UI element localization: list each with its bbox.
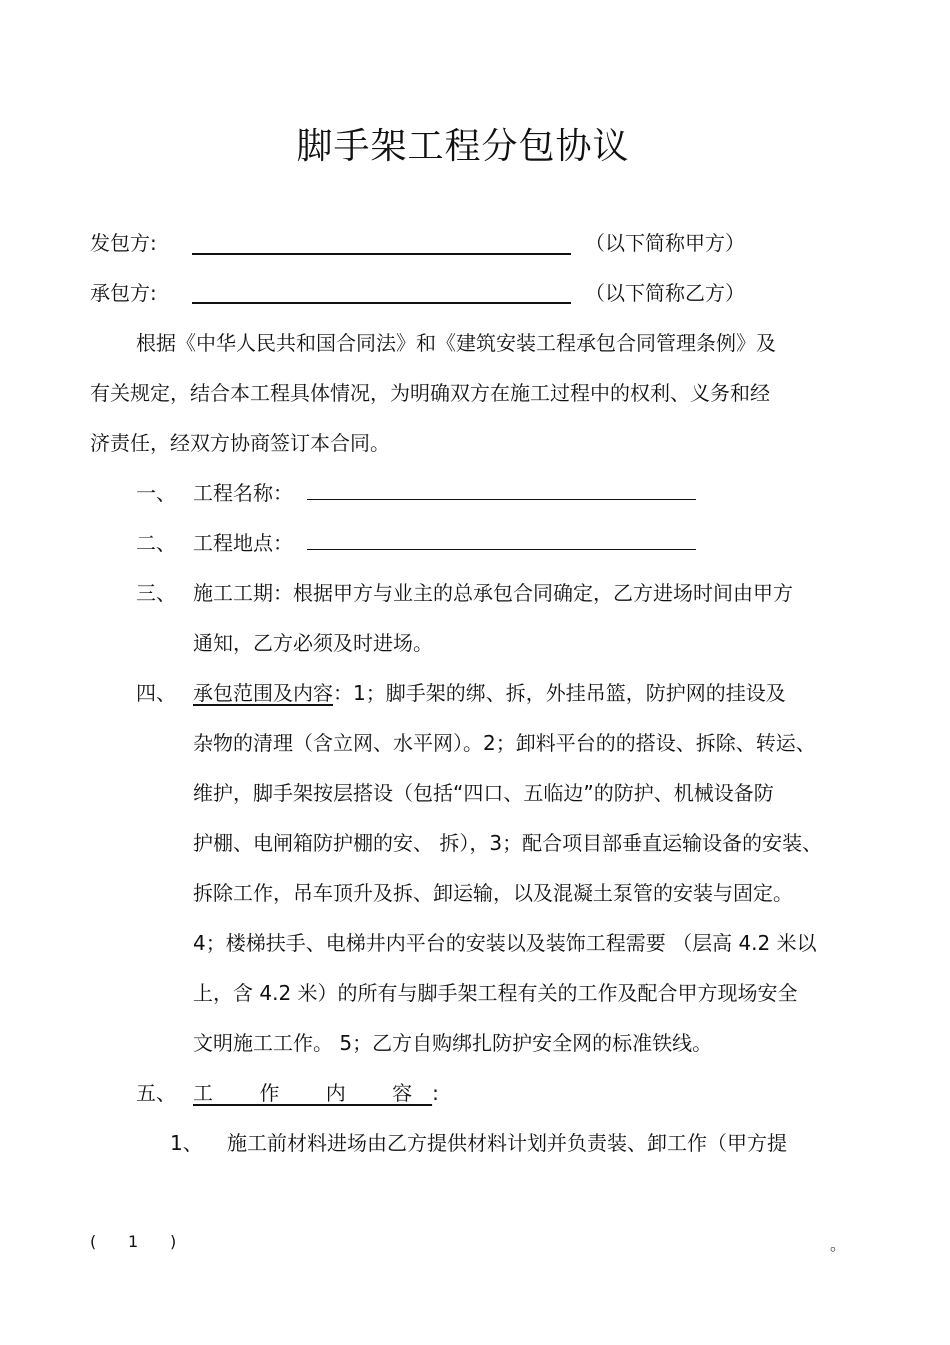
- section-3-line-2: 通知，乙方必须及时进场。: [193, 631, 433, 655]
- section-4-first-line: [193, 680, 786, 706]
- section-3-line-1: 施工工期：根据甲方与业主的总承包合同确定，乙方进场时间由甲方: [193, 581, 793, 605]
- section-4-line: 维护，脚手架按层搭设（包括“四口、五临边”的防护、机械设备防: [193, 781, 774, 805]
- section-4-line: 上，含 4.2 米）的所有与脚手架工程有关的工作及配合甲方现场安全: [193, 981, 798, 1005]
- page-number-open: (: [90, 1232, 97, 1251]
- section-4-first-line-text: ：1；脚手架的绑、拆，外挂吊篮，防护网的挂设及: [333, 681, 786, 705]
- section-3-number: 三、: [136, 581, 176, 605]
- section-4-line: 4；楼梯扶手、电梯井内平台的安装以及装饰工程需要 （层高 4.2 米以: [193, 931, 817, 955]
- preamble-line-1: 根据《中华人民共和国合同法》和《建筑安装工程承包合同管理条例》及: [136, 331, 776, 355]
- preamble-line-3: 济责任，经双方协商签订本合同。: [90, 431, 390, 455]
- project-location-blank-line: [307, 549, 696, 550]
- section-5-heading: 工 作 内 容: [193, 1081, 433, 1105]
- item-1-number: 1、: [170, 1131, 203, 1155]
- section-4-line: 护棚、电闸箱防护棚的安、 拆），3；配合项目部垂直运输设备的安装、: [193, 831, 823, 855]
- section-5-number: 五、: [136, 1081, 176, 1105]
- section-4-line: 杂物的清理（含立网、水平网）。2；卸料平台的的搭设、拆除、转运、: [193, 731, 816, 755]
- section-1-label: 工程名称：: [193, 481, 293, 505]
- page-number: 1: [128, 1232, 139, 1251]
- section-4-number: 四、: [136, 681, 176, 705]
- page-number-close: ): [170, 1232, 177, 1251]
- contractor-label: 承包方:: [90, 281, 157, 305]
- section-4-line: 文明施工工作。 5；乙方自购绑扎防护安全网的标准铁线。: [193, 1031, 713, 1055]
- employer-label: 发包方:: [90, 231, 157, 255]
- section-4-line: 拆除工作，吊车顶升及拆、卸运输，以及混凝土泵管的安装与固定。: [193, 881, 793, 905]
- preamble-line-2: 有关规定，结合本工程具体情况，为明确双方在施工过程中的权利、义务和经: [90, 381, 770, 405]
- section-2-number: 二、: [136, 531, 176, 555]
- item-1-text: 施工前材料进场由乙方提供材料计划并负责装、卸工作（甲方提: [227, 1131, 787, 1155]
- page-title: 脚手架工程分包协议: [296, 126, 630, 167]
- section-5-heading-line: [193, 1080, 439, 1106]
- employer-note: （以下简称甲方）: [585, 231, 745, 255]
- project-name-blank-line: [307, 499, 696, 500]
- employer-blank-line: [192, 253, 571, 255]
- contractor-blank-line: [192, 302, 571, 304]
- section-4-heading: 承包范围及内容: [193, 681, 333, 705]
- section-1-number: 一、: [136, 481, 176, 505]
- section-2-label: 工程地点：: [193, 531, 293, 555]
- section-5-colon: :: [432, 1081, 439, 1105]
- footer-end-mark: 。: [830, 1235, 847, 1254]
- contractor-note: （以下简称乙方）: [585, 281, 745, 305]
